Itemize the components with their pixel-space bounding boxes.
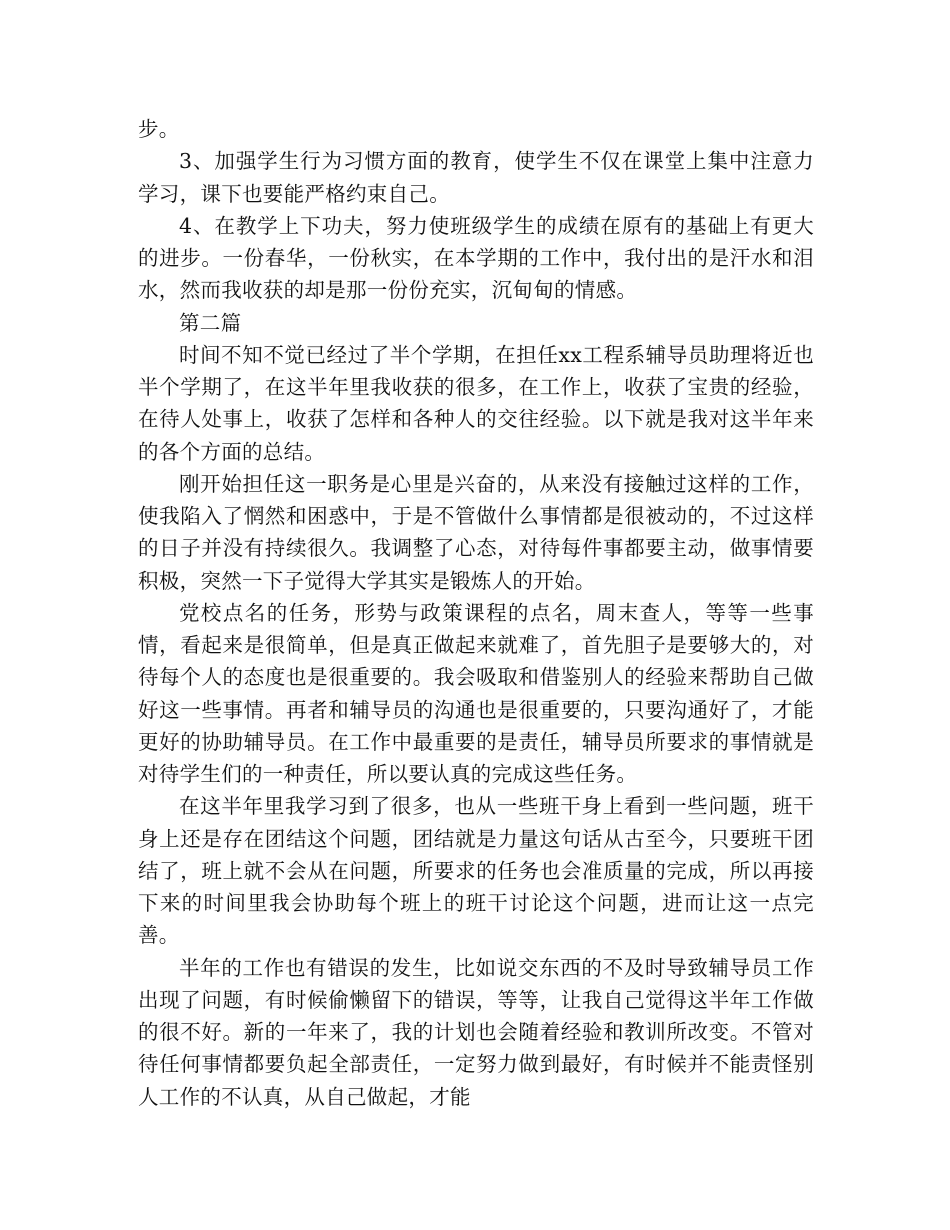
- paragraph-continuation: 步。: [138, 117, 180, 141]
- paragraph-beginning: 刚开始担任这一职务是心里是兴奋的，从来没有接触过这样的工作，使我陷入了惘然和困惑中，于是不管做什么事情都是很被动的，不过这样的日子并没有持续很久。我调整了心态，对待每件事都要主动，做事情要积极，突然一下子觉得大学其实是锻炼人的开始。: [138, 471, 814, 593]
- paragraph-tasks: 党校点名的任务，形势与政策课程的点名，周末查人，等等一些事情，看起来是很简单，但是真正做起来就难了，首先胆子是要够大的，对待每个人的态度也是很重要的。我会吸取和借鉴别人的经验来帮助自己做好这一些事情。再者和辅导员的沟通也是很重要的，只要沟通好了，才能更好的协助辅导员。在工作中最重要的是责任，辅导员所要求的事情就是对待学生们的一种责任，所以要认真的完成这些任务。: [138, 600, 814, 786]
- paragraph-learning: 在这半年里我学习到了很多，也从一些班干身上看到一些问题，班干身上还是存在团结这个问题，团结就是力量这句话从古至今，只要班干团结了，班上就不会从在问题，所要求的任务也会准质量的完成，所以再接下来的时间里我会协助每个班上的班干讨论这个问题，进而让这一点完善。: [138, 794, 814, 948]
- paragraph-intro: 时间不知不觉已经过了半个学期，在担任xx工程系辅导员助理将近也半个学期了，在这半年里我收获的很多，在工作上，收获了宝贵的经验，在待人处事上，收获了怎样和各种人的交往经验。以下就是我对这半年来的各个方面的总结。: [138, 342, 814, 464]
- paragraph-item-4: 4、在教学上下功夫，努力使班级学生的成绩在原有的基础上有更大的进步。一份春华，一份秋实，在本学期的工作中，我付出的是汗水和泪水，然而我收获的却是那一份份充实，沉甸甸的情感。: [138, 213, 814, 303]
- paragraph-mistakes: 半年的工作也有错误的发生，比如说交东西的不及时导致辅导员工作出现了问题，有时候偷懒留下的错误，等等，让我自己觉得这半年工作做的很不好。新的一年来了，我的计划也会随着经验和教训所改变。不管对待任何事情都要负起全部责任，一定努力做到最好，有时候并不能责怪别人工作的不认真，从自己做起，才能: [138, 955, 814, 1109]
- paragraph-item-3: 3、加强学生行为习惯方面的教育，使学生不仅在课堂上集中注意力学习，课下也要能严格约束自己。: [138, 149, 814, 206]
- section-heading: 第二篇: [179, 310, 242, 335]
- document-page: [138, 113, 814, 1113]
